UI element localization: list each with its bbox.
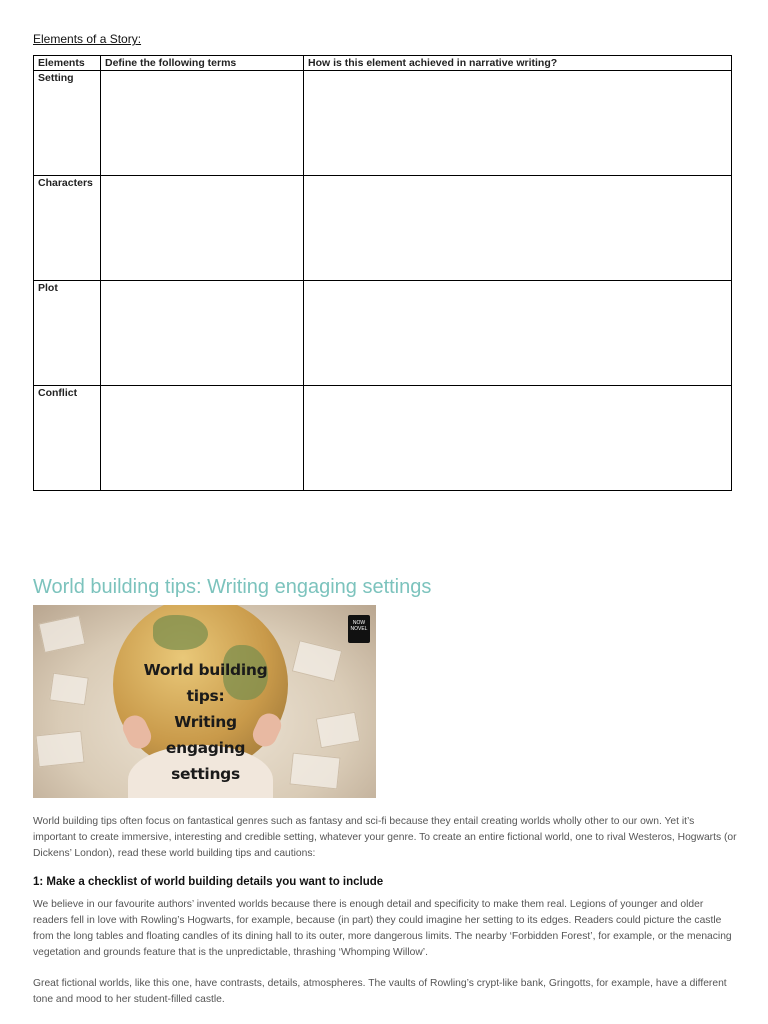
row-label-plot: Plot: [34, 281, 101, 386]
table-row: [34, 281, 732, 386]
row-label-conflict: Conflict: [34, 386, 101, 491]
row-label-setting: Setting: [34, 71, 101, 176]
table-header-row: [34, 56, 732, 71]
table-row: [34, 176, 732, 281]
hero-caption-line: World building tips:: [143, 661, 268, 705]
photo-decoration: [49, 673, 89, 706]
definition-cell[interactable]: [101, 71, 304, 176]
photo-decoration: [38, 615, 85, 653]
narrative-cell[interactable]: [304, 176, 732, 281]
header-elements: Elements: [34, 56, 101, 71]
photo-decoration: [292, 640, 342, 682]
badge-line: NOVEL: [350, 626, 368, 632]
hero-caption-line: settings: [171, 765, 240, 783]
photo-decoration: [289, 753, 340, 790]
hero-image: [33, 605, 376, 798]
section-title: World building tips: Writing engaging settings: [33, 576, 432, 598]
table-row: [34, 386, 732, 491]
narrative-cell[interactable]: [304, 386, 732, 491]
now-novel-logo: [348, 615, 370, 643]
photo-decoration: [35, 731, 84, 768]
narrative-cell[interactable]: [304, 71, 732, 176]
definition-cell[interactable]: [101, 386, 304, 491]
header-how-achieved: How is this element achieved in narrative writing?: [304, 56, 732, 71]
page-heading: Elements of a Story:: [33, 32, 142, 46]
hero-caption: [133, 657, 278, 787]
tip-1-heading: 1: Make a checklist of world building details you want to include: [33, 876, 384, 888]
globe-land: [153, 615, 208, 650]
intro-paragraph: World building tips often focus on fantastical genres such as fantasy and sci-fi because they entail creating worlds wholly other to our own. Yet it’s important to create immersive, interesting and credible setting, whatever your genre. To create an entire fictional world, one to rival Westeros, Hogwarts (or Dickens’ London), read these world building tips and cautions:: [33, 816, 737, 859]
definition-cell[interactable]: [101, 176, 304, 281]
photo-decoration: [316, 712, 361, 748]
badge-line: NOW: [352, 620, 366, 626]
narrative-cell[interactable]: [304, 281, 732, 386]
header-define: Define the following terms: [101, 56, 304, 71]
tip-1-paragraph-2: Great fictional worlds, like this one, have contrasts, details, atmospheres. The vaults of Rowling’s crypt-like bank, Gringotts, for example, have a different tone and mood to her student-filled castle.: [33, 978, 727, 1005]
table-row: [34, 71, 732, 176]
elements-table: [33, 55, 732, 491]
definition-cell[interactable]: [101, 281, 304, 386]
tip-1-paragraph: We believe in our favourite authors’ invented worlds because there is enough detail and specificity to make them real. Legions of younger and older readers fell in love with Rowling’s Hogwarts, for example, because (in part) they could imagine her setting to its edges. Readers could picture the castle from the long tables and floating candles of its dining hall to its outer, more dangerous limits. The nearby ‘Forbidden Forest’, for example, or the menacing vegetation and grounds feature that is the unpredictable, thrashing ‘Whomping Willow’.: [33, 899, 732, 958]
row-label-characters: Characters: [34, 176, 101, 281]
hero-caption-line: Writing engaging: [165, 713, 246, 757]
